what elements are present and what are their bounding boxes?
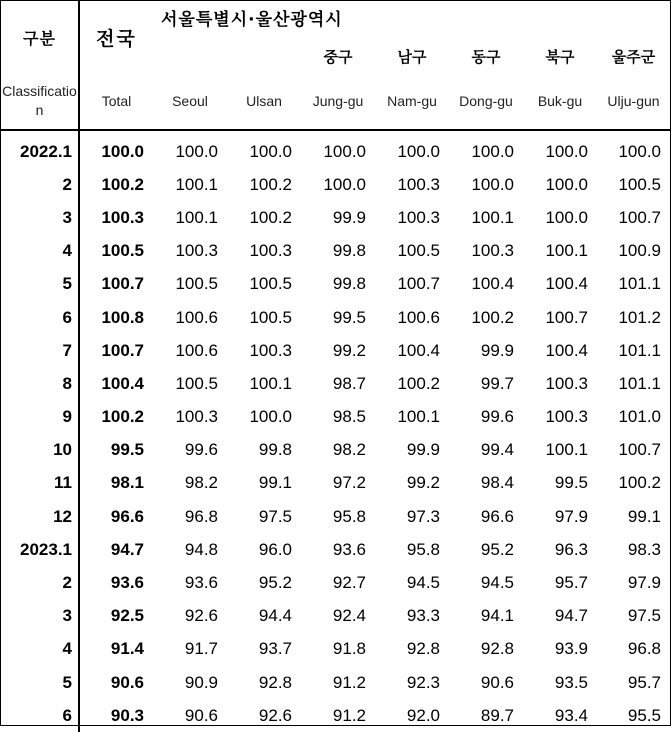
header-total-en: Total xyxy=(101,93,132,109)
header-col-en-jung: Jung-gu xyxy=(312,93,364,109)
header-total-ko: 전국 xyxy=(96,27,137,50)
row-value-jung: 99.2 xyxy=(332,340,366,360)
row-value-nam: 93.3 xyxy=(406,606,440,626)
row-total-value: 90.3 xyxy=(110,705,144,725)
table-row xyxy=(1,467,670,500)
row-value-buk: 100.0 xyxy=(545,141,588,161)
row-total-value: 98.1 xyxy=(110,473,144,493)
header-district-ko-dong: 동구 xyxy=(471,48,501,66)
row-value-nam: 100.4 xyxy=(397,340,440,360)
row-total-value: 100.2 xyxy=(101,407,144,427)
row-value-dong: 99.4 xyxy=(480,440,514,460)
row-value-dong: 90.6 xyxy=(480,672,514,692)
row-period: 3 xyxy=(1,600,79,633)
row-value-ulsan: 93.7 xyxy=(258,639,292,659)
row-value-ulju: 95.7 xyxy=(627,672,661,692)
table-row xyxy=(1,268,670,301)
row-value-ulju: 97.5 xyxy=(627,606,661,626)
table-row xyxy=(1,434,670,467)
row-period: 4 xyxy=(1,633,79,666)
header-col-en-ulsan: Ulsan xyxy=(246,93,282,109)
row-value-buk: 100.1 xyxy=(545,440,588,460)
row-value-seoul: 100.6 xyxy=(175,307,218,327)
row-total-value: 99.5 xyxy=(110,440,144,460)
row-value-seoul: 100.6 xyxy=(175,340,218,360)
row-value-jung: 93.6 xyxy=(332,539,366,559)
row-value-ulju: 99.1 xyxy=(627,506,661,526)
table-row xyxy=(1,401,670,434)
header-row-korean xyxy=(1,1,670,73)
row-value-ulju: 101.1 xyxy=(618,274,661,294)
row-value-buk: 93.9 xyxy=(554,639,588,659)
row-period: 2 xyxy=(1,566,79,599)
row-value-ulju: 101.0 xyxy=(618,407,661,427)
row-period: 5 xyxy=(1,268,79,301)
price-index-table xyxy=(1,1,670,732)
row-value-seoul: 100.1 xyxy=(175,207,218,227)
row-value-buk: 100.0 xyxy=(545,174,588,194)
header-classification-en: Classification xyxy=(1,73,79,130)
row-value-ulsan: 100.1 xyxy=(249,373,292,393)
row-value-seoul: 100.5 xyxy=(175,373,218,393)
row-value-ulju: 97.9 xyxy=(627,573,661,593)
header-district-ko-buk: 북구 xyxy=(545,48,575,66)
row-period: 11 xyxy=(1,467,79,500)
row-value-ulsan: 96.0 xyxy=(258,539,292,559)
row-total-value: 100.0 xyxy=(101,141,144,161)
row-value-ulsan: 92.6 xyxy=(258,705,292,725)
table-row xyxy=(1,533,670,566)
row-value-ulsan: 99.1 xyxy=(258,473,292,493)
table-row xyxy=(1,235,670,268)
row-value-nam: 100.5 xyxy=(397,241,440,261)
row-value-ulju: 101.2 xyxy=(618,307,661,327)
table-row xyxy=(1,699,670,732)
row-value-ulsan: 94.4 xyxy=(258,606,292,626)
row-value-nam: 99.9 xyxy=(406,440,440,460)
row-value-ulju: 96.8 xyxy=(627,639,661,659)
row-value-nam: 100.0 xyxy=(397,141,440,161)
row-total-value: 100.3 xyxy=(101,207,144,227)
row-value-dong: 99.7 xyxy=(480,373,514,393)
row-value-ulju: 100.7 xyxy=(618,440,661,460)
row-value-ulju: 100.9 xyxy=(618,241,661,261)
row-value-seoul: 98.2 xyxy=(184,473,218,493)
row-period: 10 xyxy=(1,434,79,467)
row-value-buk: 99.5 xyxy=(554,473,588,493)
row-value-dong: 94.5 xyxy=(480,573,514,593)
row-value-buk: 100.0 xyxy=(545,207,588,227)
row-value-dong: 100.1 xyxy=(471,207,514,227)
row-value-seoul: 92.6 xyxy=(184,606,218,626)
row-value-seoul: 96.8 xyxy=(184,506,218,526)
row-period: 8 xyxy=(1,367,79,400)
row-value-buk: 100.4 xyxy=(545,340,588,360)
row-value-seoul: 94.8 xyxy=(184,539,218,559)
row-value-seoul: 100.5 xyxy=(175,274,218,294)
row-value-nam: 95.8 xyxy=(406,539,440,559)
row-value-buk: 97.9 xyxy=(554,506,588,526)
row-value-dong: 89.7 xyxy=(480,705,514,725)
row-value-ulsan: 100.3 xyxy=(249,340,292,360)
row-value-nam: 100.2 xyxy=(397,373,440,393)
row-total-value: 90.6 xyxy=(110,672,144,692)
table-row xyxy=(1,131,670,168)
row-value-seoul: 91.7 xyxy=(184,639,218,659)
row-value-buk: 100.1 xyxy=(545,241,588,261)
row-value-ulsan: 100.5 xyxy=(249,307,292,327)
row-value-nam: 92.8 xyxy=(406,639,440,659)
row-value-ulju: 100.5 xyxy=(618,174,661,194)
row-value-seoul: 100.0 xyxy=(175,141,218,161)
row-value-ulju: 100.0 xyxy=(618,141,661,161)
row-value-dong: 99.9 xyxy=(480,340,514,360)
row-value-buk: 96.3 xyxy=(554,539,588,559)
row-value-seoul: 100.1 xyxy=(175,174,218,194)
row-value-jung: 92.4 xyxy=(332,606,366,626)
row-period: 4 xyxy=(1,235,79,268)
row-value-nam: 100.1 xyxy=(397,407,440,427)
row-value-seoul: 90.9 xyxy=(184,672,218,692)
row-value-buk: 95.7 xyxy=(554,573,588,593)
row-period: 12 xyxy=(1,500,79,533)
row-value-dong: 100.2 xyxy=(471,307,514,327)
row-value-ulju: 98.3 xyxy=(627,539,661,559)
row-value-seoul: 99.6 xyxy=(184,440,218,460)
row-value-buk: 100.7 xyxy=(545,307,588,327)
row-value-jung: 98.2 xyxy=(332,440,366,460)
header-district-ko-ulju: 울주군 xyxy=(611,48,656,66)
row-value-seoul: 100.3 xyxy=(175,407,218,427)
row-value-jung: 99.8 xyxy=(332,274,366,294)
row-value-jung: 91.2 xyxy=(332,672,366,692)
header-col-en-dong: Dong-gu xyxy=(459,93,513,109)
row-value-ulju: 101.1 xyxy=(618,340,661,360)
row-period: 9 xyxy=(1,401,79,434)
row-value-ulsan: 100.2 xyxy=(249,174,292,194)
row-value-dong: 100.0 xyxy=(471,141,514,161)
row-value-ulsan: 97.5 xyxy=(258,506,292,526)
row-value-dong: 94.1 xyxy=(480,606,514,626)
row-value-buk: 93.5 xyxy=(554,672,588,692)
table-row xyxy=(1,367,670,400)
row-total-value: 100.7 xyxy=(101,340,144,360)
table-row xyxy=(1,334,670,367)
table-row xyxy=(1,500,670,533)
row-value-jung: 95.8 xyxy=(332,506,366,526)
row-value-seoul: 93.6 xyxy=(184,573,218,593)
row-period: 2 xyxy=(1,168,79,201)
row-value-nam: 97.3 xyxy=(406,506,440,526)
table-row xyxy=(1,301,670,334)
row-value-dong: 98.4 xyxy=(480,473,514,493)
row-value-ulju: 95.5 xyxy=(627,705,661,725)
table-row xyxy=(1,201,670,234)
row-value-jung: 100.0 xyxy=(323,174,366,194)
row-value-dong: 92.8 xyxy=(480,639,514,659)
table-header xyxy=(1,1,670,131)
row-value-nam: 100.7 xyxy=(397,274,440,294)
row-period: 7 xyxy=(1,334,79,367)
header-col-en-buk: Buk-gu xyxy=(537,93,583,109)
row-value-buk: 100.4 xyxy=(545,274,588,294)
row-value-jung: 97.2 xyxy=(332,473,366,493)
row-total-value: 100.4 xyxy=(101,373,144,393)
row-total-value: 100.7 xyxy=(101,274,144,294)
row-total-value: 100.8 xyxy=(101,307,144,327)
row-period: 3 xyxy=(1,201,79,234)
row-value-nam: 100.6 xyxy=(397,307,440,327)
row-value-ulsan: 100.3 xyxy=(249,241,292,261)
row-value-buk: 100.3 xyxy=(545,373,588,393)
row-value-nam: 100.3 xyxy=(397,207,440,227)
row-value-jung: 91.2 xyxy=(332,705,366,725)
row-total-value: 92.5 xyxy=(110,606,144,626)
row-value-jung: 98.7 xyxy=(332,373,366,393)
row-value-ulju: 100.2 xyxy=(618,473,661,493)
row-period: 6 xyxy=(1,301,79,334)
row-value-buk: 100.3 xyxy=(545,407,588,427)
row-value-seoul: 100.3 xyxy=(175,241,218,261)
row-period: 2022.1 xyxy=(1,131,79,168)
row-value-nam: 92.0 xyxy=(406,705,440,725)
row-value-nam: 100.3 xyxy=(397,174,440,194)
row-value-jung: 99.8 xyxy=(332,241,366,261)
row-value-nam: 94.5 xyxy=(406,573,440,593)
row-value-dong: 100.3 xyxy=(471,241,514,261)
row-total-value: 100.2 xyxy=(101,174,144,194)
row-value-ulju: 100.7 xyxy=(618,207,661,227)
row-value-jung: 92.7 xyxy=(332,573,366,593)
row-value-ulsan: 92.8 xyxy=(258,672,292,692)
row-value-ulsan: 100.5 xyxy=(249,274,292,294)
row-value-buk: 94.7 xyxy=(554,606,588,626)
table-row xyxy=(1,600,670,633)
table-body xyxy=(1,131,670,732)
row-value-dong: 99.6 xyxy=(480,407,514,427)
row-value-jung: 99.9 xyxy=(332,207,366,227)
row-value-seoul: 90.6 xyxy=(184,705,218,725)
row-value-ulsan: 99.8 xyxy=(258,440,292,460)
row-value-dong: 100.0 xyxy=(471,174,514,194)
header-col-en-seoul: Seoul xyxy=(172,93,208,109)
row-value-jung: 99.5 xyxy=(332,307,366,327)
row-value-ulsan: 100.2 xyxy=(249,207,292,227)
table-row xyxy=(1,566,670,599)
row-value-ulsan: 95.2 xyxy=(258,573,292,593)
row-value-jung: 100.0 xyxy=(323,141,366,161)
row-total-value: 96.6 xyxy=(110,506,144,526)
row-value-jung: 91.8 xyxy=(332,639,366,659)
header-col-en-nam: Nam-gu xyxy=(387,93,437,109)
table-row xyxy=(1,633,670,666)
row-value-ulsan: 100.0 xyxy=(249,141,292,161)
row-value-buk: 93.4 xyxy=(554,705,588,725)
header-region-group-ko: 서울특별시·울산광역시 xyxy=(161,10,343,30)
table-row xyxy=(1,666,670,699)
row-total-value: 100.5 xyxy=(101,241,144,261)
table-row xyxy=(1,168,670,201)
row-value-dong: 96.6 xyxy=(480,506,514,526)
row-period: 2023.1 xyxy=(1,533,79,566)
header-district-ko-jung: 중구 xyxy=(323,48,353,66)
row-total-value: 93.6 xyxy=(110,573,144,593)
row-value-jung: 98.5 xyxy=(332,407,366,427)
row-value-dong: 100.4 xyxy=(471,274,514,294)
row-value-ulju: 101.1 xyxy=(618,373,661,393)
header-district-ko-nam: 남구 xyxy=(397,48,427,66)
header-row-english xyxy=(1,73,670,130)
row-value-ulsan: 100.0 xyxy=(249,407,292,427)
header-classification-ko: 구분 xyxy=(1,1,79,73)
row-total-value: 91.4 xyxy=(110,639,144,659)
row-value-dong: 95.2 xyxy=(480,539,514,559)
header-col-en-ulju: Ulju-gun xyxy=(607,93,660,109)
row-total-value: 94.7 xyxy=(110,539,144,559)
row-period: 5 xyxy=(1,666,79,699)
row-period: 6 xyxy=(1,699,79,732)
row-value-nam: 92.3 xyxy=(406,672,440,692)
row-value-nam: 99.2 xyxy=(406,473,440,493)
